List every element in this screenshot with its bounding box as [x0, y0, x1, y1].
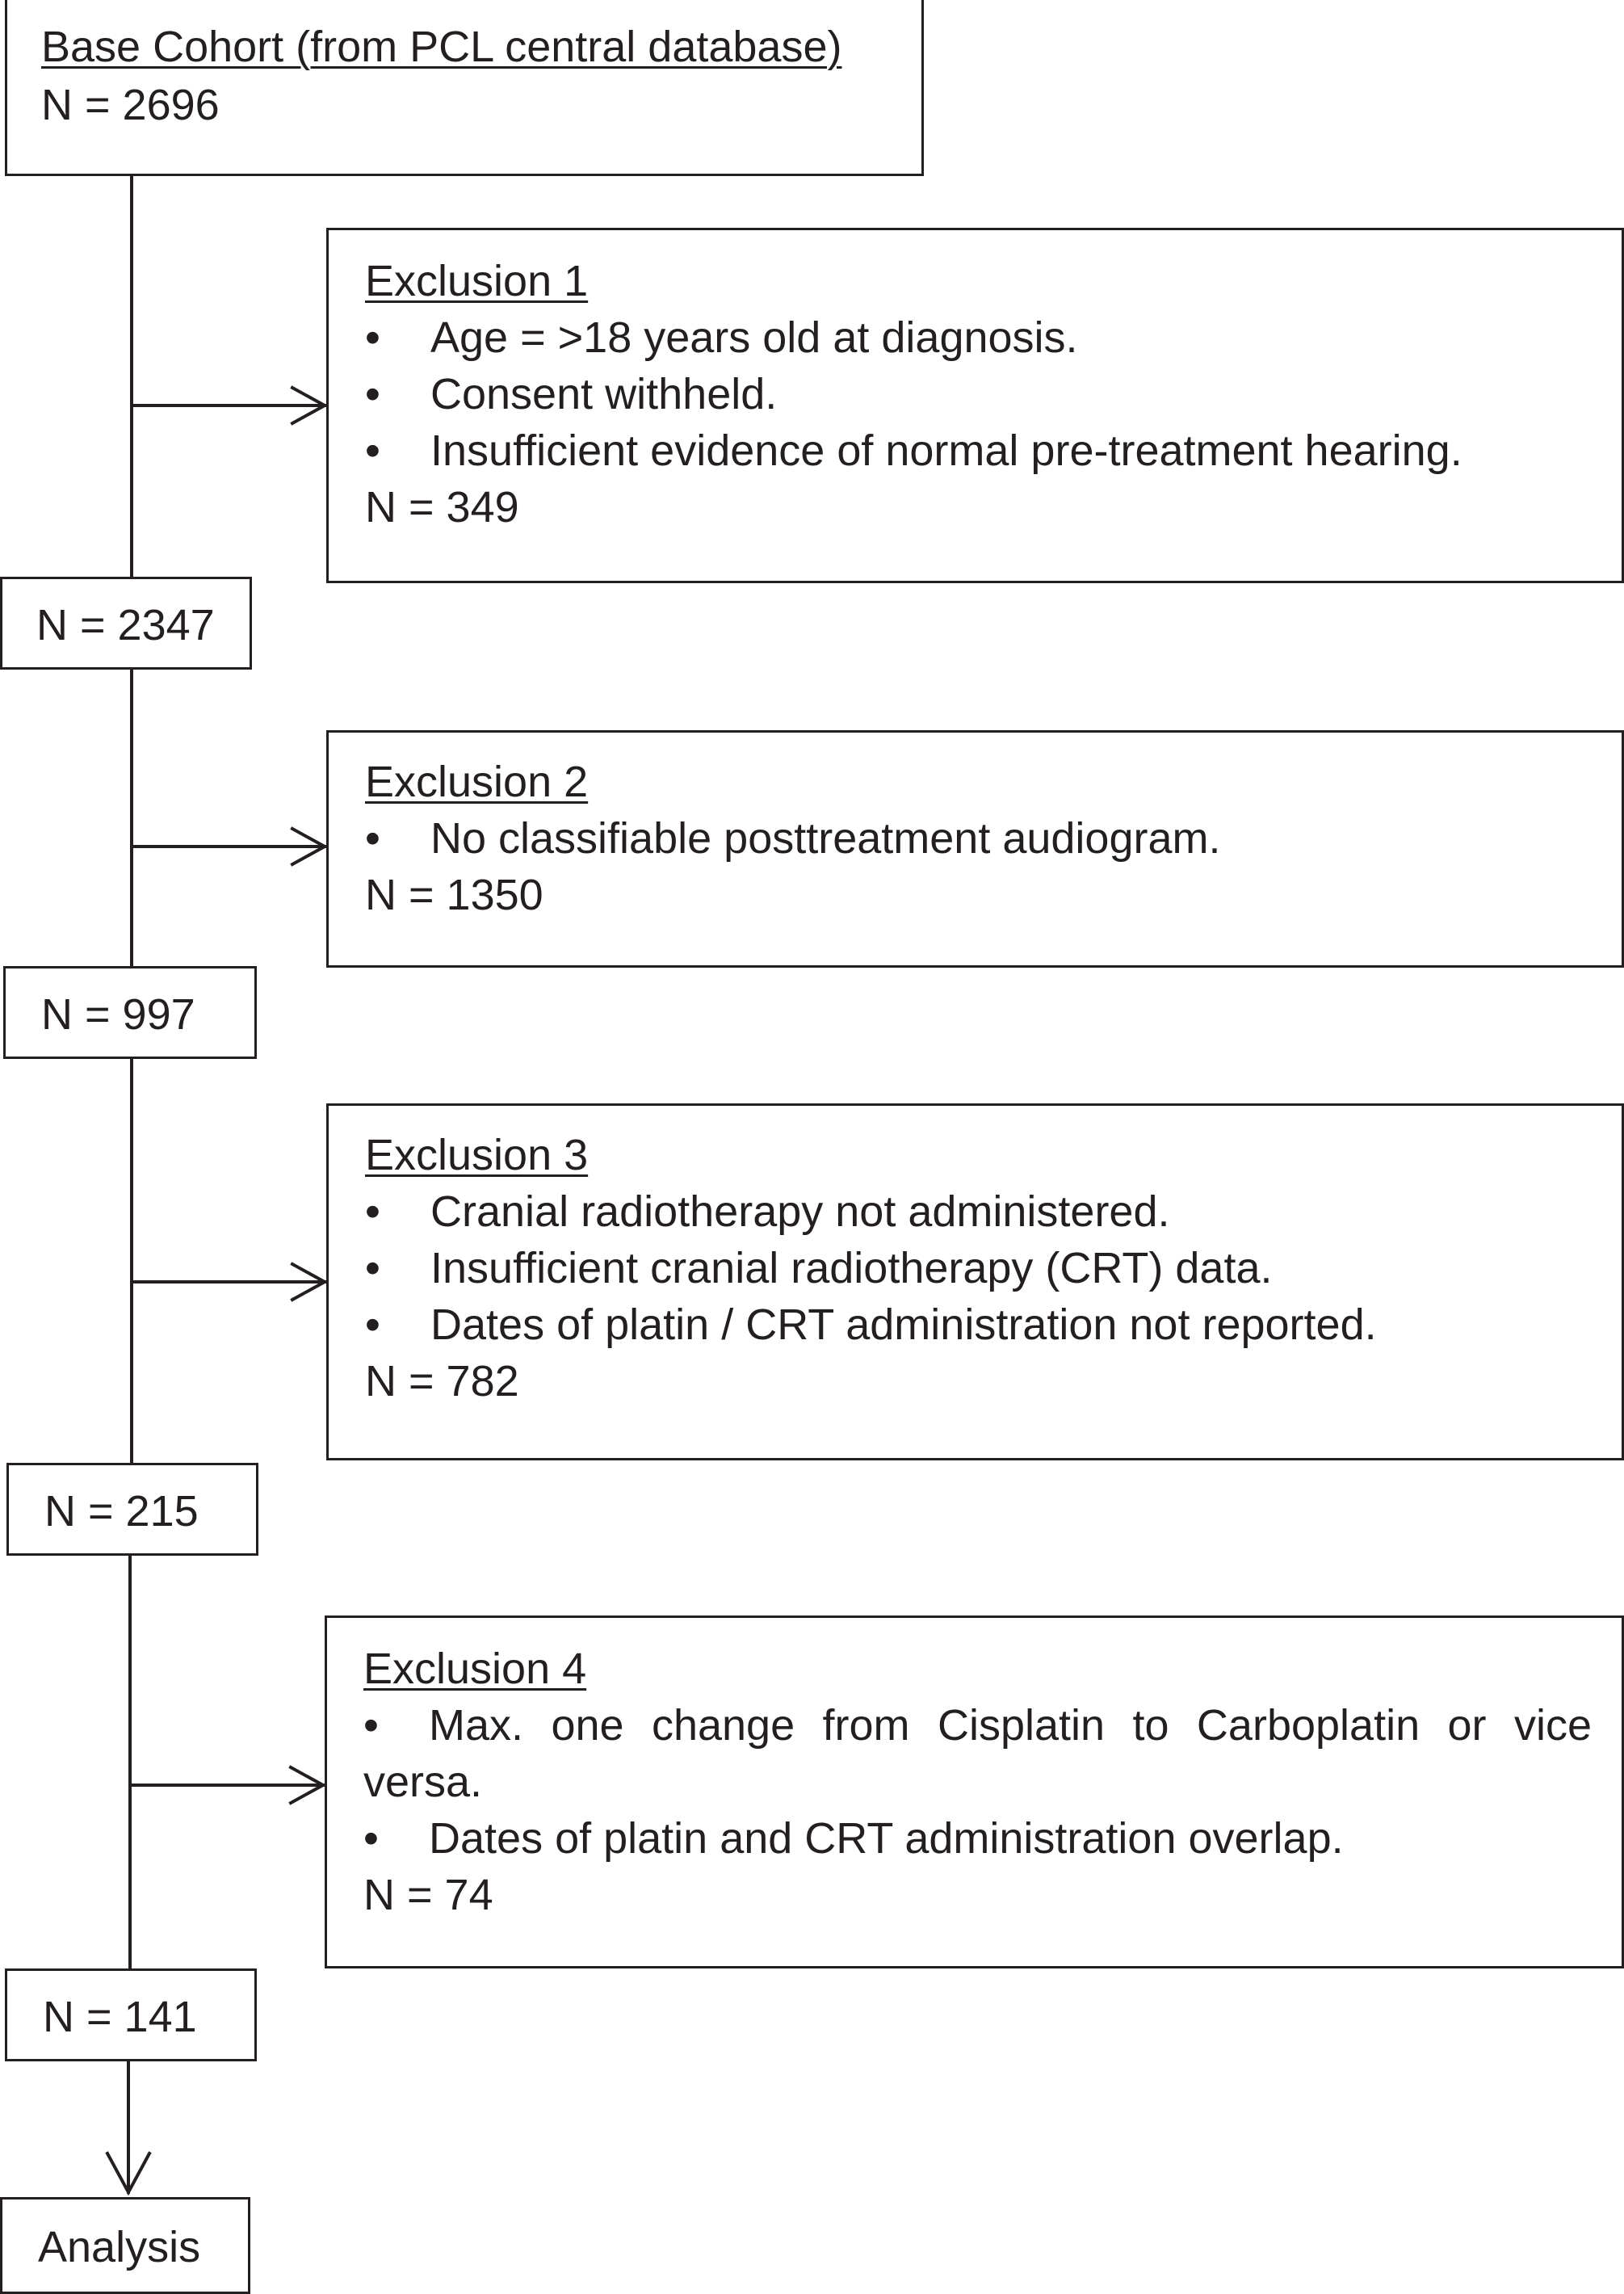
base-cohort-title: Base Cohort (from PCL central database) [41, 23, 842, 71]
analysis-box [0, 2197, 250, 2294]
exclusion-3-box [326, 1103, 1624, 1460]
exclusion-2-count: N = 1350 [365, 871, 543, 919]
stage-2-count: N = 997 [41, 990, 195, 1039]
bullet-icon: • [365, 1244, 380, 1292]
exclusion-1-item: Insufficient evidence of normal pre-treatment hearing. [430, 426, 1462, 475]
bullet-icon: • [365, 426, 380, 475]
exclusion-4-item: Max. one change from Cisplatin to Carboplatin or vice [429, 1701, 1592, 1750]
exclusion-1-box [326, 228, 1624, 583]
exclusion-3-count: N = 782 [365, 1357, 519, 1405]
exclusion-3-title: Exclusion 3 [365, 1131, 589, 1179]
exclusion-1-item: Consent withheld. [430, 370, 778, 418]
exclusion-2-item: No classifiable posttreatment audiogram. [430, 814, 1221, 863]
exclusion-1-item: Age = >18 years old at diagnosis. [430, 313, 1078, 362]
exclusion-4-item-continued: versa. [363, 1758, 483, 1806]
bullet-icon: • [365, 313, 380, 362]
analysis-label: Analysis [38, 2223, 201, 2271]
stage-3-count: N = 215 [44, 1487, 199, 1536]
stage-2-box [3, 966, 257, 1059]
exclusion-1-count: N = 349 [365, 483, 519, 531]
exclusion-4-box [325, 1615, 1624, 1968]
stage-4-box [5, 1968, 257, 2061]
stage-1-count: N = 2347 [36, 601, 215, 649]
base-cohort-box [5, 0, 924, 176]
stage-1-box [0, 577, 252, 670]
stage-3-box [6, 1463, 258, 1556]
exclusion-4-title: Exclusion 4 [363, 1645, 587, 1693]
bullet-icon: • [365, 370, 380, 418]
bullet-icon: • [365, 1300, 380, 1349]
base-cohort-count: N = 2696 [41, 81, 220, 129]
exclusion-4-item: Dates of platin and CRT administration overlap. [429, 1814, 1344, 1863]
bullet-icon: • [365, 814, 380, 863]
stage-4-count: N = 141 [43, 1993, 197, 2041]
bullet-icon: • [363, 1814, 379, 1863]
exclusion-2-title: Exclusion 2 [365, 758, 589, 806]
exclusion-2-box [326, 730, 1624, 968]
exclusion-3-item: Cranial radiotherapy not administered. [430, 1187, 1170, 1236]
bullet-icon: • [365, 1187, 380, 1236]
bullet-icon: • [363, 1701, 379, 1750]
exclusion-4-count: N = 74 [363, 1871, 493, 1919]
exclusion-3-item: Insufficient cranial radiotherapy (CRT) data. [430, 1244, 1273, 1292]
exclusion-3-item: Dates of platin / CRT administration not reported. [430, 1300, 1377, 1349]
exclusion-1-title: Exclusion 1 [365, 257, 589, 305]
